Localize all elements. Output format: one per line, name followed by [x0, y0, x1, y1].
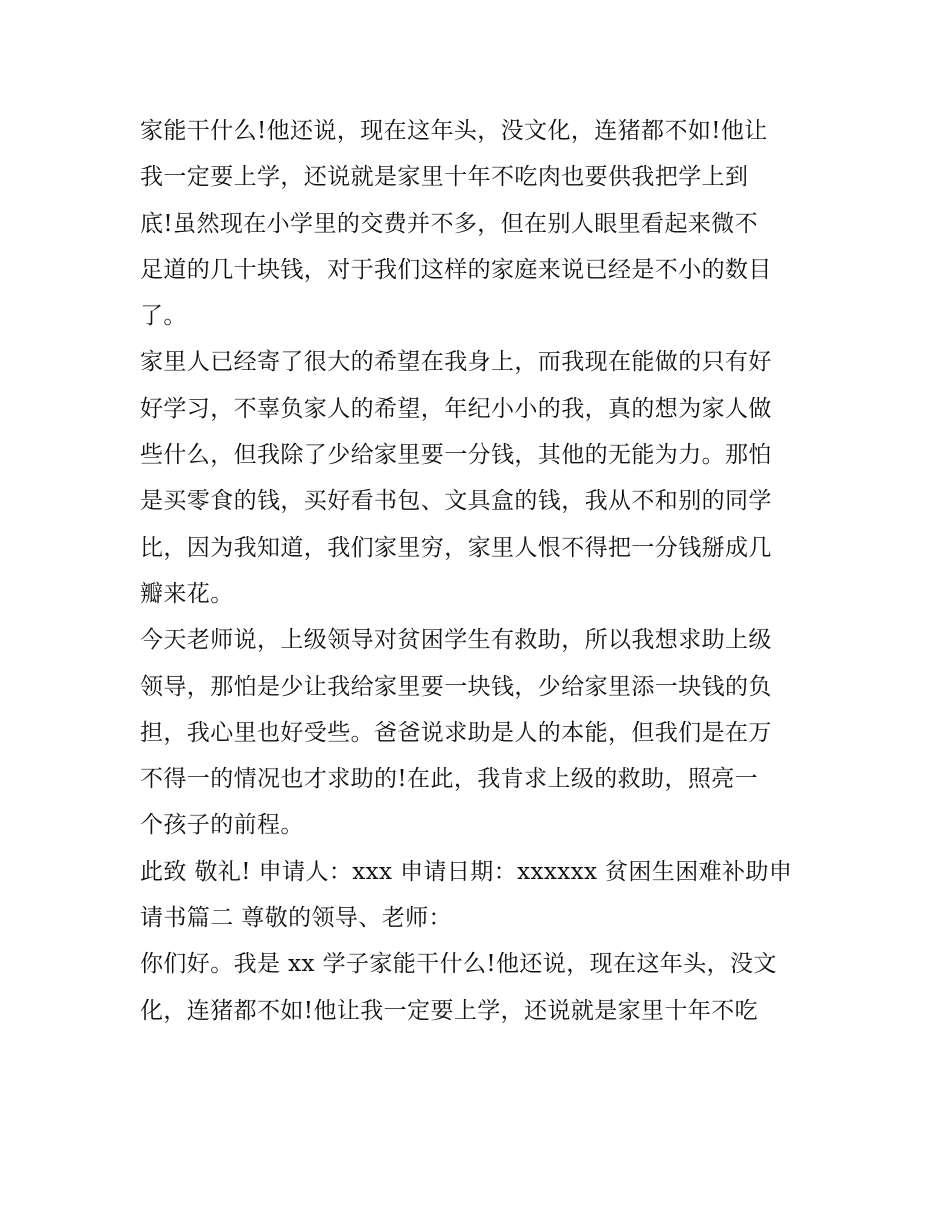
text-line: 足道的几十块钱，对于我们这样的家庭来说已经是不小的数目 [140, 256, 772, 283]
text-line: 是买零食的钱，买好看书包、文具盒的钱，我从不和别的同学 [140, 488, 772, 515]
text-line: 家能干什么!他还说，现在这年头，没文化，连猪都不如!他让 [140, 118, 768, 144]
text-line: 家里人已经寄了很大的希望在我身上，而我现在能做的只有好 [140, 349, 772, 376]
text-line: 担，我心里也好受些。爸爸说求助是人的本能，但我们是在万 [140, 719, 772, 746]
text-line: 领导，那怕是少让我给家里要一块钱，少给家里添一块钱的负 [140, 673, 772, 700]
text-line: 瓣来花。 [140, 580, 234, 607]
document-body [140, 108, 820, 1034]
text-line: 好学习，不辜负家人的希望，年纪小小的我，真的想为家人做 [140, 395, 772, 422]
text-line: 你们好。我是 xx 学子家能干什么!他还说，现在这年头，没文 [140, 951, 777, 978]
text-line: 底!虽然现在小学里的交费并不多，但在别人眼里看起来微不 [140, 210, 759, 237]
text-line: 请书篇二 尊敬的领导、老师： [140, 905, 452, 932]
text-line: 此致 敬礼! 申请人：xxx 申请日期：xxxxxx 贫困生困难补助申 [140, 858, 793, 885]
text-line: 个孩子的前程。 [140, 812, 304, 839]
text-line: 不得一的情况也才求助的!在此，我肯求上级的救助，照亮一 [140, 766, 759, 793]
text-line: 我一定要上学，还说就是家里十年不吃肉也要供我把学上到 [140, 164, 749, 191]
text-line: 化，连猪都不如!他让我一定要上学，还说就是家里十年不吃 [140, 997, 759, 1024]
text-line: 今天老师说，上级领导对贫困学生有救助，所以我想求助上级 [140, 627, 772, 654]
text-line: 比，因为我知道，我们家里穷，家里人恨不得把一分钱掰成几 [140, 534, 772, 561]
text-line: 些什么，但我除了少给家里要一分钱，其他的无能为力。那怕 [140, 442, 772, 469]
text-line: 了。 [140, 303, 187, 330]
